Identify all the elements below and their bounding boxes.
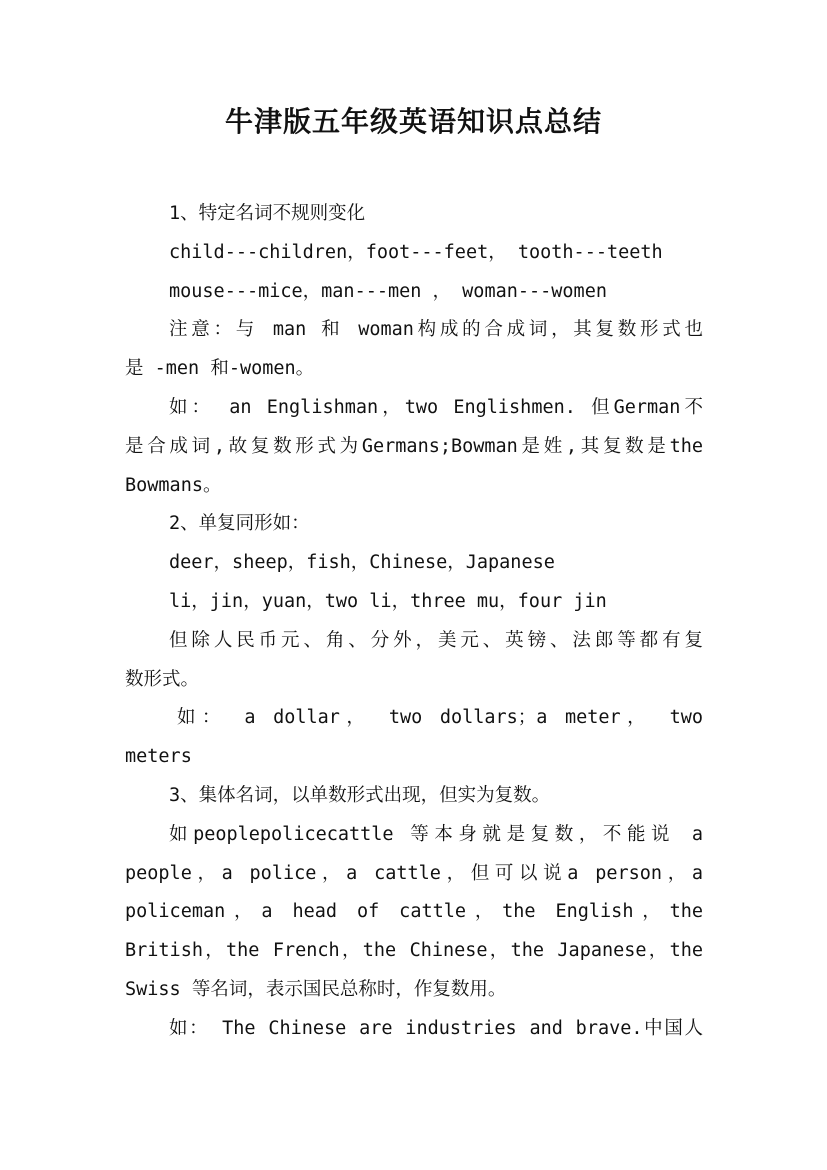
paragraph-line: people，a police，a cattle，但可以说a person，a <box>125 862 703 884</box>
document-body <box>125 195 703 1049</box>
paragraph-line: 注意：与 man 和 woman构成的合成词，其复数形式也 <box>169 319 703 341</box>
paragraph-line: policeman，a head of cattle，the English，the <box>125 901 703 923</box>
paragraph-line: Bowmans。 <box>125 474 222 496</box>
paragraph-line: 是 -men 和-women。 <box>125 358 315 380</box>
example-line: li，jin，yuan，two li，three mu，four jin <box>169 590 607 612</box>
paragraph-line: 但除人民币元、角、分外，美元、英镑、法郎等都有复 <box>169 629 703 651</box>
example-line: child---children，foot---feet， tooth---teeth <box>169 241 663 263</box>
paragraph-line: 如： The Chinese are industries and brave.中国人 <box>169 1017 703 1039</box>
paragraph-line: 如peoplepolicecattle 等本身就是复数，不能说 a <box>169 823 703 845</box>
example-line: deer，sheep，fish，Chinese，Japanese <box>169 552 555 574</box>
example-line: mouse---mice，man---men ， woman---women <box>169 280 607 302</box>
paragraph-line: 如： a dollar， two dollars；a meter， two <box>177 707 703 729</box>
paragraph-line: 如： an Englishman，two Englishmen. 但German不 <box>169 396 703 418</box>
section-heading-2: 2、单复同形如： <box>169 513 310 535</box>
paragraph-line: 数形式。 <box>125 668 200 690</box>
section-heading-1: 1、特定名词不规则变化 <box>169 203 366 224</box>
section-heading-3: 3、集体名词，以单数形式出现，但实为复数。 <box>169 784 551 806</box>
paragraph-line: Swiss 等名词，表示国民总称时，作复数用。 <box>125 978 507 1000</box>
paragraph-line: British，the French，the Chinese，the Japanese，the <box>125 940 703 962</box>
document-title: 牛津版五年级英语知识点总结 <box>224 105 602 138</box>
paragraph-line: meters <box>125 746 192 768</box>
paragraph-line: 是合成词,故复数形式为Germans;Bowman是姓,其复数是the <box>125 435 703 457</box>
